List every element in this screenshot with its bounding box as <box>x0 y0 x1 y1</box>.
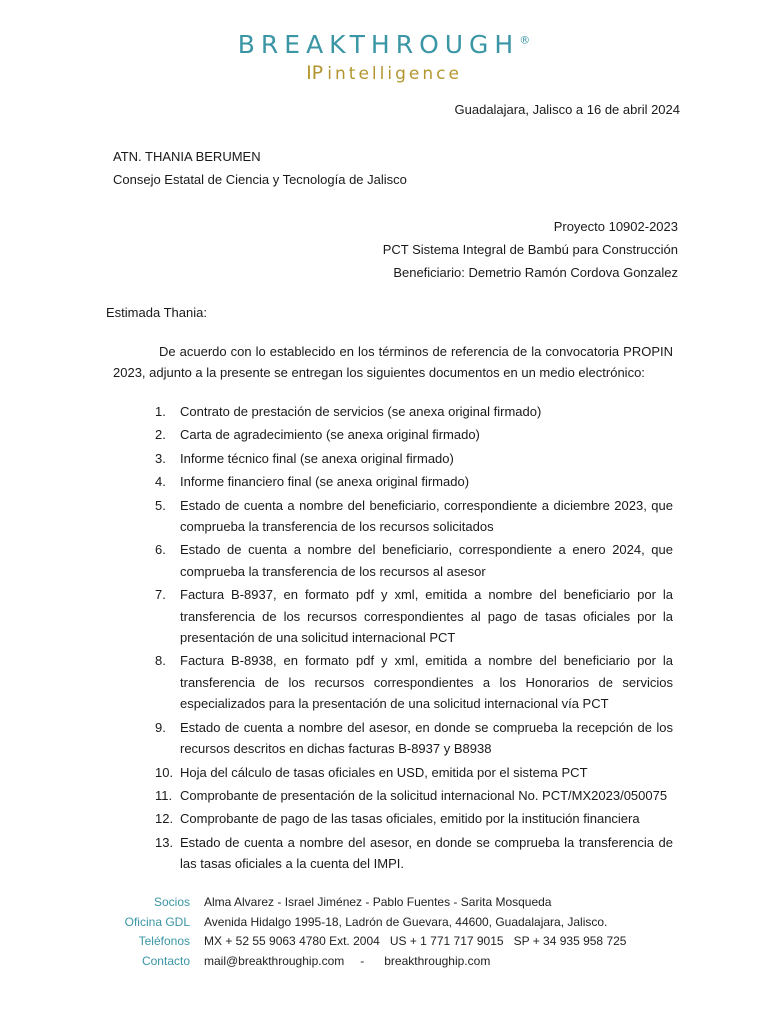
list-text: Estado de cuenta a nombre del asesor, en donde se comprueba la transferencia de las tasas oficiales a la cuenta del IMPI. <box>180 834 673 872</box>
phone-mx: MX + 52 55 9063 4780 Ext. 2004 <box>204 934 380 948</box>
list-item <box>155 539 673 582</box>
tagline-ip: IP <box>306 62 324 84</box>
project-number: Proyecto 10902-2023 <box>553 219 678 234</box>
footer-contacts <box>204 952 490 972</box>
list-text: Informe técnico final (se anexa original firmado) <box>180 450 454 466</box>
recipient-attn: ATN. THANIA BERUMEN <box>113 149 261 164</box>
list-text: Estado de cuenta a nombre del beneficiario, correspondiente a enero 2024, que comprueba la transferencia de los recursos al asesor <box>180 542 673 579</box>
footer-socios-label: Socios <box>153 895 190 909</box>
list-item <box>155 448 673 469</box>
footer-telefonos-row <box>0 932 768 952</box>
phone-sp: SP + 34 935 958 725 <box>513 934 627 948</box>
list-text: Contrato de prestación de servicios (se anexa original firmado) <box>180 404 542 419</box>
list-text: Comprobante de pago de las tasas oficiales, emitido por la institución financiera <box>180 811 640 827</box>
list-text: Estado de cuenta a nombre del beneficiario, correspondiente a diciembre 2023, que comprueba la transferencia de los recursos solicitados <box>180 497 673 535</box>
project-title: PCT Sistema Integral de Bambú para Construcción <box>382 242 678 257</box>
list-item <box>155 832 673 875</box>
list-number: 3. <box>155 450 166 466</box>
list-number: 11. <box>155 787 173 803</box>
greeting: Estimada Thania: <box>106 305 207 320</box>
registered-mark: ® <box>519 33 531 47</box>
footer-contacto-label: Contacto <box>141 953 190 968</box>
email-link[interactable]: mail@breakthroughip.com <box>204 953 345 968</box>
list-item <box>155 495 673 538</box>
list-item <box>155 808 673 829</box>
footer-oficina-row <box>0 913 768 933</box>
intro-text: De acuerdo con lo establecido en los términos de referencia de la convocatoria PROPIN 2023, adjunto a la presente se entregan los siguientes documentos en un medio electrónico: <box>113 344 673 380</box>
list-item <box>155 717 673 760</box>
list-text: Factura B-8938, en formato pdf y xml, emitida a nombre del beneficiario por la transferencia de los recursos correspondientes a los Honorarios de servicios especializados para la presentación de una solicitud internacional vía PCT <box>180 653 673 712</box>
list-item <box>155 584 673 648</box>
list-number: 1. <box>155 404 166 419</box>
footer-contacto-row <box>0 952 768 972</box>
list-text: Carta de agradecimiento (se anexa original firmado) <box>180 427 480 443</box>
list-item <box>155 471 673 492</box>
intro-paragraph <box>113 341 673 383</box>
list-number: 9. <box>155 719 166 735</box>
recipient-org: Consejo Estatal de Ciencia y Tecnología de Jalisco <box>113 172 407 187</box>
list-item <box>155 762 673 783</box>
website-link[interactable]: breakthroughip.com <box>384 953 491 968</box>
list-number: 10. <box>155 764 174 780</box>
phone-us: US + 1 771 717 9015 <box>389 934 504 948</box>
list-item <box>155 785 673 806</box>
project-beneficiary: Beneficiario: Demetrio Ramón Cordova Gonzalez <box>393 265 678 280</box>
list-item <box>155 650 673 714</box>
list-number: 13. <box>155 834 174 850</box>
list-number: 6. <box>155 542 166 558</box>
footer-oficina-label: Oficina GDL <box>124 914 190 929</box>
letter-date: Guadalajara, Jalisco a 16 de abril 2024 <box>454 102 680 117</box>
list-number: 7. <box>155 587 166 603</box>
list-item <box>155 424 673 445</box>
list-text: Estado de cuenta a nombre del asesor, en donde se comprueba la recepción de los recursos descritos en dichas facturas B-8937 y B8938 <box>180 719 673 757</box>
tagline-intelligence: intelligence <box>327 64 462 84</box>
list-number: 12. <box>155 811 174 827</box>
list-text: Factura B-8937, en formato pdf y xml, emitida a nombre del beneficiario por la transferencia de los recursos correspondientes al pago de tasas oficiales por la presentación de una solicitud internacional PCT <box>180 587 673 646</box>
letterhead-footer <box>0 893 768 971</box>
list-number: 4. <box>155 474 166 490</box>
brand-tagline <box>0 62 768 84</box>
list-item <box>155 401 673 422</box>
footer-socios-row <box>0 893 768 913</box>
list-number: 2. <box>155 427 166 443</box>
footer-telefonos-label: Teléfonos <box>138 934 190 948</box>
list-text: Informe financiero final (se anexa original firmado) <box>180 474 470 490</box>
list-number: 8. <box>155 653 166 669</box>
documents-list <box>155 401 673 877</box>
footer-oficina-value: Avenida Hidalgo 1995-18, Ladrón de Guevara, 44600, Guadalajara, Jalisco. <box>204 914 608 929</box>
brand-logo <box>0 30 768 59</box>
brand-name: BREAKTHROUGH <box>237 30 520 59</box>
contact-separator: - <box>360 953 365 968</box>
list-text: Hoja del cálculo de tasas oficiales en USD, emitida por el sistema PCT <box>180 764 588 780</box>
list-number: 5. <box>155 497 166 513</box>
list-text: Comprobante de presentación de la solicitud internacional No. PCT/MX2023/050075 <box>180 787 668 803</box>
footer-socios-value: Alma Alvarez - Israel Jiménez - Pablo Fuentes - Sarita Mosqueda <box>204 895 552 909</box>
footer-phones <box>204 932 626 952</box>
